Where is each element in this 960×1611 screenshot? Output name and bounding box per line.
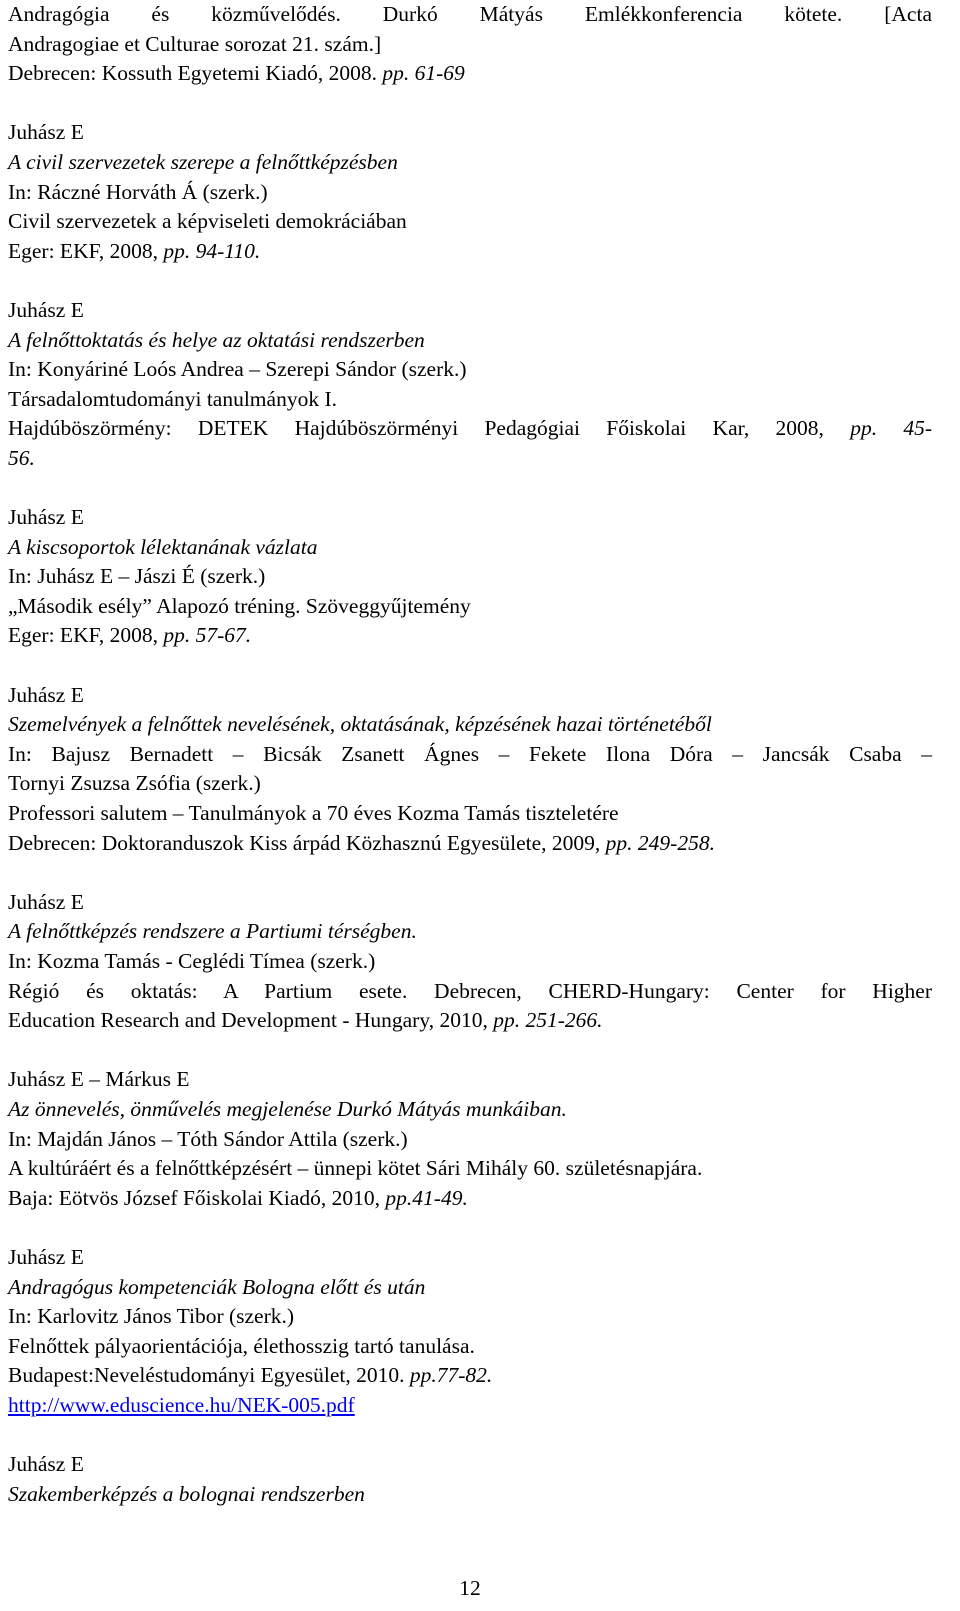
entry-author: Juhász E (8, 297, 84, 322)
entry-publisher: Budapest:Neveléstudományi Egyesület, 2010. (8, 1363, 405, 1388)
bib-entry (8, 1243, 932, 1421)
bib-entry (8, 503, 932, 651)
entry-book: Professori salutem – Tanulmányok a 70 éves Kozma Tamás tiszteletére (8, 801, 619, 826)
entry-gap (8, 651, 932, 681)
entry-author: Juhász E (8, 505, 84, 530)
entry-gap (8, 474, 932, 504)
entry-title: A felnőttképzés rendszere a Partiumi térségben. (8, 919, 417, 944)
entry-book: Régió és oktatás: A Partium esete. Debrecen, CHERD-Hungary: Center for Higher (8, 978, 932, 1003)
entry-publisher: Hajdúböszörmény: DETEK Hajdúböszörményi Pedagógiai Főiskolai Kar, 2008, (8, 416, 824, 441)
entry-editor: In: Majdán János – Tóth Sándor Attila (szerk.) (8, 1126, 408, 1151)
entry-editor: In: Ráczné Horváth Á (szerk.) (8, 179, 268, 204)
entry-publisher: Education Research and Development - Hungary, 2010, (8, 1008, 488, 1033)
entry-publication (8, 1184, 932, 1214)
entry-author: Juhász E – Márkus E (8, 1067, 190, 1092)
entry-publication (8, 621, 932, 651)
entry-author: Juhász E (8, 1244, 84, 1269)
entry-gap (8, 1036, 932, 1066)
intro-line-1: Andragógia és közművelődés. Durkó Mátyás Emlékkonferencia kötete. [Acta (8, 2, 932, 26)
entry-pages: pp. 249-258. (605, 830, 715, 855)
entry-title: Szakemberképzés a bolognai rendszerben (8, 1481, 365, 1506)
entry-link-line (8, 1391, 932, 1421)
entry-editor: In: Kozma Tamás - Ceglédi Tímea (szerk.) (8, 949, 376, 973)
bib-entry (8, 118, 932, 266)
entry-pages: pp. 251-266. (493, 1008, 603, 1033)
entry-title: Andragógus kompetenciák Bologna előtt és után (8, 1274, 426, 1299)
entry-pages: pp.77-82. (409, 1363, 493, 1388)
bib-entry (8, 296, 932, 474)
entry-publication (8, 1006, 932, 1036)
entry-book: Társadalomtudományi tanulmányok I. (8, 386, 337, 411)
bib-entry (8, 1065, 932, 1213)
entry-title: Szemelvények a felnőttek nevelésének, oktatásának, képzésének hazai történetéből (8, 712, 712, 737)
entry-title: A civil szervezetek szerepe a felnőttképzésben (8, 149, 398, 174)
entry-pages-continued: 56. (8, 445, 35, 470)
entry-gap (8, 266, 932, 296)
entry-publication (8, 414, 932, 444)
entry-pages: pp. 57-67. (163, 623, 252, 648)
entry-pages: pp. 45- (850, 416, 933, 441)
intro-entry (8, 0, 932, 89)
entry-gap (8, 1421, 932, 1451)
entry-editor: In: Konyáriné Loós Andrea – Szerepi Sándor (szerk.) (8, 357, 467, 382)
bib-entry (8, 1450, 932, 1509)
entry-author: Juhász E (8, 889, 84, 914)
bib-entry (8, 888, 932, 1036)
entry-publisher: Baja: Eötvös József Főiskolai Kiadó, 2010, (8, 1185, 381, 1210)
entry-author: Juhász E (8, 1452, 84, 1477)
entry-book: A kultúráért és a felnőttképzésért – ünnepi kötet Sári Mihály 60. születésnapjára. (8, 1156, 703, 1181)
entry-gap (8, 1213, 932, 1243)
entry-publication (8, 1361, 932, 1391)
entry-publication (8, 237, 932, 267)
entry-book: Felnőttek pályaorientációja, élethosszig tartó tanulása. (8, 1333, 475, 1358)
entry-title: Az önnevelés, önművelés megjelenése Durkó Mátyás munkáiban. (8, 1096, 567, 1121)
bib-entry (8, 681, 932, 859)
intro-publisher: Debrecen: Kossuth Egyetemi Kiadó, 2008. (8, 61, 377, 86)
intro-line-3 (8, 59, 932, 89)
entry-author: Juhász E (8, 120, 84, 145)
entry-book: Civil szervezetek a képviseleti demokráciában (8, 209, 407, 234)
entry-publication (8, 829, 932, 859)
entry-book: „Második esély” Alapozó tréning. Szöveggyűjtemény (8, 593, 471, 618)
entry-publisher: Debrecen: Doktoranduszok Kiss árpád Közhasznú Egyesülete, 2009, (8, 830, 601, 855)
entry-title: A kiscsoportok lélektanának vázlata (8, 534, 318, 559)
entry-editor-continued: Tornyi Zsuzsa Zsófia (szerk.) (8, 771, 261, 796)
entry-gap (8, 858, 932, 888)
entry-editor: In: Juhász E – Jászi É (szerk.) (8, 564, 266, 589)
entry-author: Juhász E (8, 682, 84, 707)
bibliography-page (8, 0, 932, 1509)
intro-line-2: Andragogiae et Culturae sorozat 21. szám.] (8, 31, 382, 56)
entry-pages: pp. 94-110. (163, 238, 261, 263)
intro-pages: pp. 61-69 (382, 61, 465, 86)
entry-editor: In: Bajusz Bernadett – Bicsák Zsanett Ágnes – Fekete Ilona Dóra – Jancsák Csaba – (8, 741, 932, 766)
entry-publisher: Eger: EKF, 2008, (8, 623, 158, 648)
pdf-link[interactable]: http://www.eduscience.hu/NEK-005.pdf (8, 1392, 355, 1417)
entry-publisher: Eger: EKF, 2008, (8, 238, 158, 263)
entry-title: A felnőttoktatás és helye az oktatási rendszerben (8, 327, 425, 352)
entry-editor: In: Karlovitz János Tibor (szerk.) (8, 1304, 295, 1329)
entry-gap (8, 89, 932, 119)
entry-pages: pp.41-49. (385, 1185, 468, 1210)
page-number: 12 (459, 1576, 481, 1600)
